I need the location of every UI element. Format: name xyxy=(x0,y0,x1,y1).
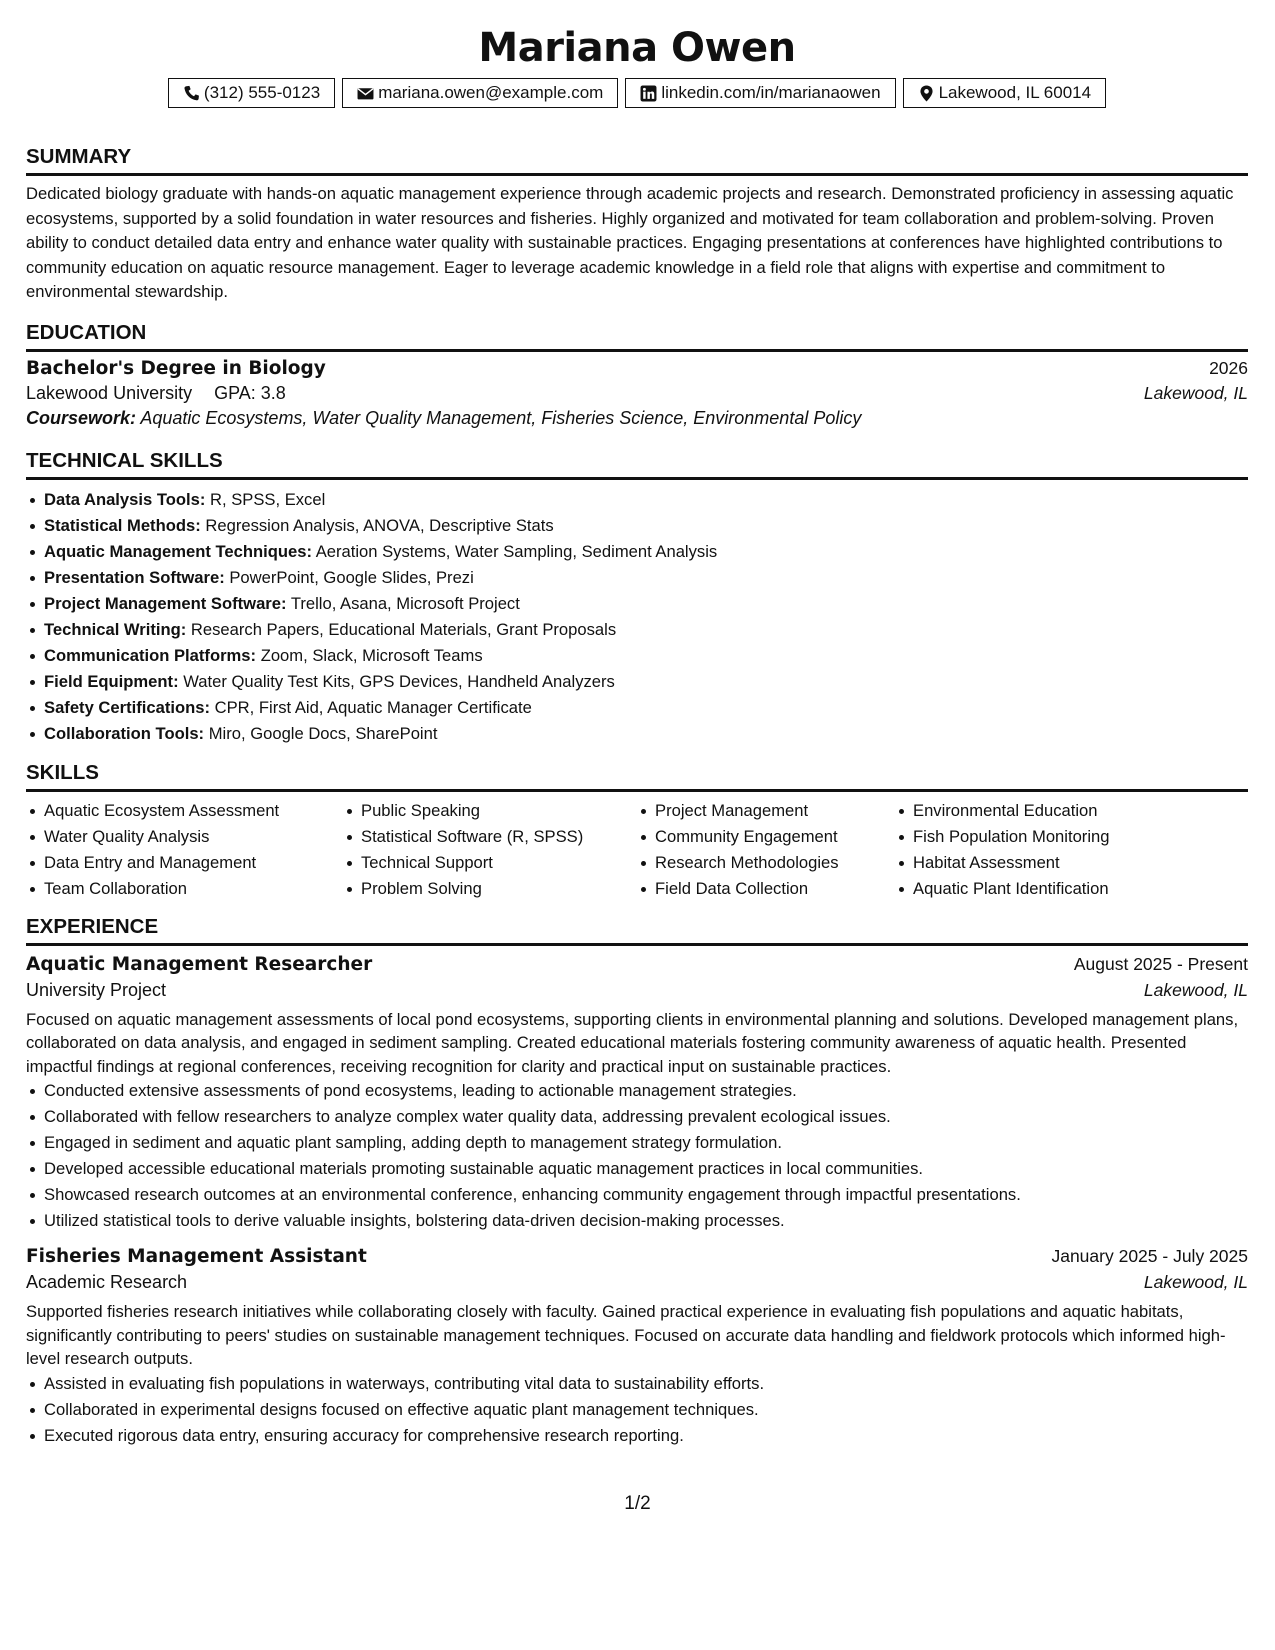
technical-skill-item xyxy=(44,617,1248,643)
contact-phone[interactable] xyxy=(168,78,335,108)
skill-item: Problem Solving xyxy=(361,876,637,902)
experience-heading: EXPERIENCE xyxy=(26,914,1248,946)
skills-column xyxy=(26,798,343,902)
contact-email-text: mariana.owen@example.com xyxy=(378,83,604,102)
education-school-row xyxy=(26,383,1248,404)
job-location: Lakewood, IL xyxy=(1143,1272,1248,1292)
job-organization: Academic Research xyxy=(26,1272,188,1292)
experience-entries xyxy=(26,954,1248,1449)
linkedin-icon xyxy=(640,85,657,102)
skill-item: Aquatic Ecosystem Assessment xyxy=(44,798,343,824)
skills-section xyxy=(26,760,1248,902)
job-title: Aquatic Management Researcher xyxy=(26,953,373,975)
technical-skill-item xyxy=(44,695,1248,721)
contact-bar xyxy=(26,78,1248,108)
technical-skill-item xyxy=(44,591,1248,617)
technical-skill-value: R, SPSS, Excel xyxy=(210,489,326,509)
skill-item: Team Collaboration xyxy=(44,876,343,902)
technical-skills-list xyxy=(26,487,1248,747)
skill-item: Field Data Collection xyxy=(655,876,895,902)
technical-skill-label: Aquatic Management Techniques: xyxy=(44,541,312,561)
job-bullets xyxy=(26,1078,1248,1234)
page-number: 1/2 xyxy=(624,1493,651,1514)
skill-item: Aquatic Plant Identification xyxy=(913,876,1213,902)
technical-skill-item xyxy=(44,669,1248,695)
skills-column xyxy=(637,798,895,902)
education-header-row xyxy=(26,358,1248,379)
skill-item: Technical Support xyxy=(361,850,637,876)
degree-title: Bachelor's Degree in Biology xyxy=(26,357,326,379)
technical-skill-label: Collaboration Tools: xyxy=(44,723,205,743)
job-organization: University Project xyxy=(26,979,167,1000)
technical-skill-item xyxy=(44,487,1248,513)
technical-skill-label: Field Equipment: xyxy=(44,671,179,691)
job-bullet: Assisted in evaluating fish populations in waterways, contributing vital data to sustainability efforts. xyxy=(44,1371,1248,1397)
technical-skill-value: CPR, First Aid, Aquatic Manager Certificate xyxy=(214,697,532,717)
map-pin-icon xyxy=(918,85,935,102)
technical-skill-value: Zoom, Slack, Microsoft Teams xyxy=(260,645,483,665)
job-location: Lakewood, IL xyxy=(1143,979,1248,1000)
job-bullet: Executed rigorous data entry, ensuring accuracy for comprehensive research reporting. xyxy=(44,1423,1248,1449)
contact-linkedin-text: linkedin.com/in/marianaowen xyxy=(661,83,881,102)
technical-skill-item xyxy=(44,643,1248,669)
job-bullet: Conducted extensive assessments of pond ecosystems, leading to actionable management strategies. xyxy=(44,1078,1248,1104)
experience-header-row xyxy=(26,954,1248,975)
skill-item: Public Speaking xyxy=(361,798,637,824)
job-summary: Supported fisheries research initiatives while collaborating closely with faculty. Gained practical experience in evaluating fish populations and aquatic habitats, significantly contributing to peers' studies on sustainable management techniques. Focused on accurate data handling and fieldwork protocols which informed high-level research outputs. xyxy=(26,1302,1226,1368)
education-heading: EDUCATION xyxy=(26,320,1248,352)
skill-item: Data Entry and Management xyxy=(44,850,343,876)
experience-entry xyxy=(26,954,1248,1235)
summary-text: Dedicated biology graduate with hands-on aquatic management experience through academic projects and research. Demonstrated proficiency in assessing aquatic ecosystems, supported by a solid foundation in water resources and fisheries. Highly organized and motivated for team collaboration and problem-solving. Proven ability to conduct detailed data entry and enhance water quality with sustainable practices. Engaging presentations at conferences have highlighted contributions to community education on aquatic resource management. Eager to leverage academic knowledge in a field role that aligns with expertise and commitment to environmental stewardship. xyxy=(26,184,1234,301)
skill-item: Water Quality Analysis xyxy=(44,824,343,850)
job-bullet: Engaged in sediment and aquatic plant sampling, adding depth to management strategy formulation. xyxy=(44,1130,1248,1156)
job-bullet: Showcased research outcomes at an environmental conference, enhancing community engagement through impactful presentations. xyxy=(44,1182,1248,1208)
resume-page xyxy=(26,22,1248,1449)
technical-skill-label: Communication Platforms: xyxy=(44,645,257,665)
contact-location-text: Lakewood, IL 60014 xyxy=(938,83,1092,102)
technical-skill-item xyxy=(44,539,1248,565)
job-dates: August 2025 - Present xyxy=(1073,953,1248,974)
skill-item: Project Management xyxy=(655,798,895,824)
technical-skill-value: Water Quality Test Kits, GPS Devices, Handheld Analyzers xyxy=(183,671,615,691)
experience-section xyxy=(26,914,1248,1449)
graduation-year: 2026 xyxy=(1209,357,1248,378)
phone-icon xyxy=(183,85,200,102)
contact-linkedin[interactable] xyxy=(625,78,895,108)
job-dates: January 2025 - July 2025 xyxy=(1051,1246,1248,1266)
contact-location[interactable] xyxy=(903,78,1107,108)
job-bullet: Collaborated in experimental designs focused on effective aquatic plant management techniques. xyxy=(44,1397,1248,1423)
job-bullets xyxy=(26,1371,1248,1449)
coursework-line xyxy=(26,408,1248,429)
job-bullet: Collaborated with fellow researchers to analyze complex water quality data, addressing prevalent ecological issues. xyxy=(44,1104,1248,1130)
summary-section xyxy=(26,144,1248,305)
technical-skill-label: Presentation Software: xyxy=(44,567,225,587)
technical-skill-value: Research Papers, Educational Materials, Grant Proposals xyxy=(190,619,617,639)
technical-skill-value: Regression Analysis, ANOVA, Descriptive Stats xyxy=(205,515,554,535)
experience-header-row xyxy=(26,1246,1248,1267)
skill-item: Community Engagement xyxy=(655,824,895,850)
school-name: Lakewood University xyxy=(26,382,193,403)
coursework-list: Aquatic Ecosystems, Water Quality Management, Fisheries Science, Environmental Policy xyxy=(140,407,862,428)
technical-skill-value: Trello, Asana, Microsoft Project xyxy=(290,593,520,613)
technical-skill-item xyxy=(44,565,1248,591)
technical-skill-label: Project Management Software: xyxy=(44,593,287,613)
job-bullet: Utilized statistical tools to derive valuable insights, bolstering data-driven decision-making processes. xyxy=(44,1208,1248,1234)
skill-item: Fish Population Monitoring xyxy=(913,824,1213,850)
candidate-name: Mariana Owen xyxy=(478,25,796,71)
job-summary: Focused on aquatic management assessments of local pond ecosystems, supporting clients in environmental planning and solutions. Developed management plans, collaborated on data analysis, and engaged in sediment sampling. Created educational materials fostering community awareness of aquatic health. Presented impactful findings at regional conferences, receiving recognition for clarity and practical input on sustainable practices. xyxy=(26,1009,1239,1076)
skills-column xyxy=(343,798,637,902)
technical-skill-label: Technical Writing: xyxy=(44,619,187,639)
gpa: GPA: 3.8 xyxy=(214,382,286,403)
technical-skill-item xyxy=(44,721,1248,747)
skill-item: Environmental Education xyxy=(913,798,1213,824)
experience-entry xyxy=(26,1246,1248,1449)
skill-item: Habitat Assessment xyxy=(913,850,1213,876)
job-title: Fisheries Management Assistant xyxy=(26,1246,367,1267)
contact-email[interactable] xyxy=(342,78,618,108)
technical-skill-value: Miro, Google Docs, SharePoint xyxy=(208,723,438,743)
skills-grid xyxy=(26,798,1248,902)
technical-skill-label: Data Analysis Tools: xyxy=(44,489,206,509)
experience-org-row xyxy=(26,980,1248,1001)
technical-skill-value: Aeration Systems, Water Sampling, Sediment Analysis xyxy=(315,541,718,561)
technical-skill-value: PowerPoint, Google Slides, Prezi xyxy=(229,567,474,587)
technical-skills-section xyxy=(26,448,1248,747)
technical-skill-label: Safety Certifications: xyxy=(44,697,210,717)
school-location: Lakewood, IL xyxy=(1143,382,1248,403)
summary-heading: SUMMARY xyxy=(26,144,1248,176)
coursework-label: Coursework: xyxy=(26,407,137,428)
skills-column xyxy=(895,798,1213,902)
envelope-icon xyxy=(357,85,374,102)
technical-skills-heading: TECHNICAL SKILLS xyxy=(26,448,1248,480)
education-section xyxy=(26,320,1248,429)
job-bullet: Developed accessible educational materials promoting sustainable aquatic management practices in local communities. xyxy=(44,1156,1248,1182)
skills-heading: SKILLS xyxy=(26,760,1248,792)
skill-item: Research Methodologies xyxy=(655,850,895,876)
technical-skill-label: Statistical Methods: xyxy=(44,515,201,535)
technical-skill-item xyxy=(44,513,1248,539)
skill-item: Statistical Software (R, SPSS) xyxy=(361,824,637,850)
contact-phone-text: (312) 555-0123 xyxy=(203,83,321,102)
experience-org-row xyxy=(26,1272,1248,1293)
